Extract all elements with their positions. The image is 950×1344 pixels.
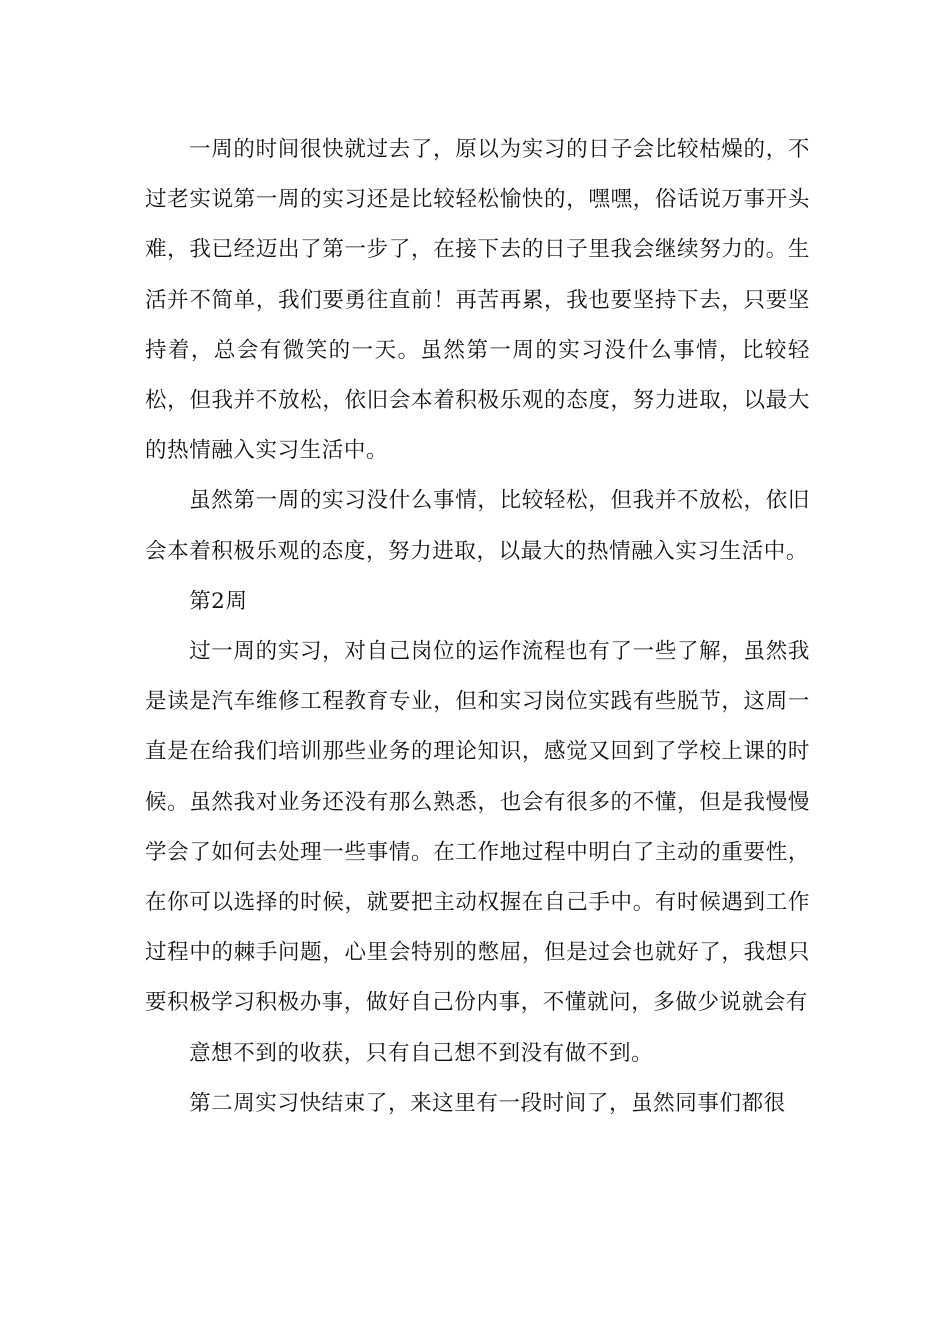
paragraph-week2-continuation: 意想不到的收获，只有自己想不到没有做不到。 bbox=[189, 1040, 654, 1066]
paragraph-week1-summary: 一周的时间很快就过去了，原以为实习的日子会比较枯燥的，不过老实说第一周的实习还是比较轻松愉快的，嘿嘿，俗话说万事开头难，我已经迈出了第一步了，在接下去的日子里我会继续努力的。生活并不简单，我们要勇往直前！再苦再累，我也要坚持下去，只要坚持着，总会有微笑的一天。虽然第一周的实习没什么事情，比较轻松，但我并不放松，依旧会本着积极乐观的态度，努力进取，以最大的热情融入实习生活中。 bbox=[145, 137, 810, 464]
document-body bbox=[145, 125, 810, 1129]
paragraph-week1-attitude: 虽然第一周的实习没什么事情，比较轻松，但我并不放松，依旧会本着积极乐观的态度，努力进取，以最大的热情融入实习生活中。 bbox=[145, 488, 810, 564]
heading-week-2: 第2周 bbox=[189, 588, 248, 614]
paragraph-week2-ending: 第二周实习快结束了，来这里有一段时间了，虽然同事们都很 bbox=[189, 1090, 786, 1116]
paragraph-week2-body: 过一周的实习，对自己岗位的运作流程也有了一些了解，虽然我是读是汽车维修工程教育专业，但和实习岗位实践有些脱节，这周一直是在给我们培训那些业务的理论知识，感觉又回到了学校上课的时候。虽然我对业务还没有那么熟悉，也会有很多的不懂，但是我慢慢学会了如何去处理一些事情。在工作地过程中明白了主动的重要性，在你可以选择的时候，就要把主动权握在自己手中。有时候遇到工作过程中的棘手问题，心里会特别的憋屈，但是过会也就好了，我想只要积极学习积极办事，做好自己份内事，不懂就问，多做少说就会有 bbox=[145, 639, 810, 1016]
